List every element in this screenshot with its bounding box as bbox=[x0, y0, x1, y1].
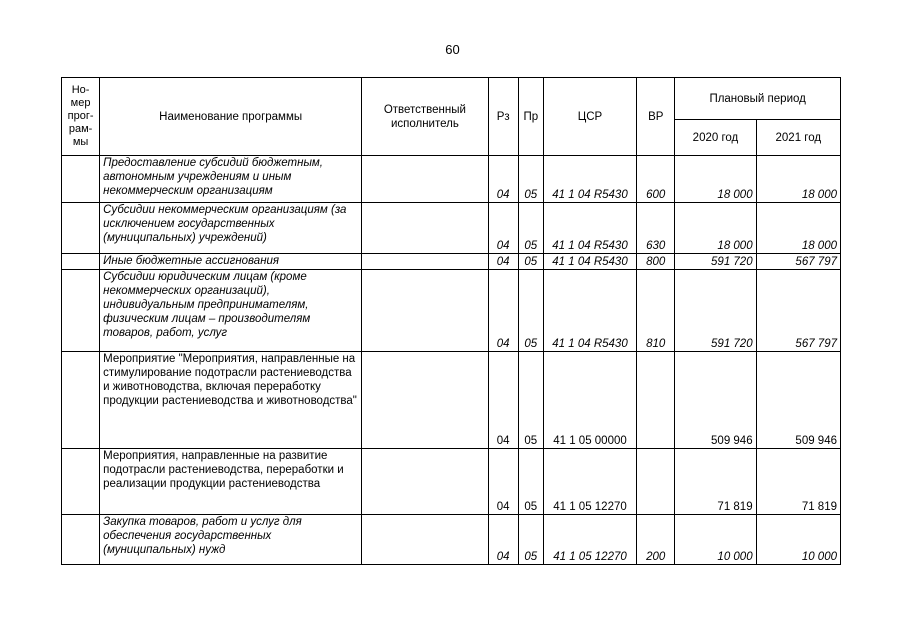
header-program-number: Но- мер прог- рам- мы bbox=[62, 78, 100, 156]
cell-amount-2021: 567 797 bbox=[756, 270, 840, 352]
cell-program-name: Предоставление субсидий бюджетным, автономным учреждениям и иным некоммерческим организациям bbox=[100, 156, 362, 203]
table-row bbox=[62, 352, 841, 449]
header-rz: Рз bbox=[488, 78, 518, 156]
cell-program-name: Закупка товаров, работ и услуг для обеспечения государственных (муниципальных) нужд bbox=[100, 515, 362, 565]
cell-amount-2020: 71 819 bbox=[675, 449, 756, 515]
cell-program-number bbox=[62, 352, 100, 449]
cell-program-number bbox=[62, 156, 100, 203]
cell-csr: 41 1 04 R5430 bbox=[543, 270, 636, 352]
cell-pr: 05 bbox=[518, 449, 543, 515]
cell-amount-2020: 591 720 bbox=[675, 270, 756, 352]
cell-amount-2021: 509 946 bbox=[756, 352, 840, 449]
cell-amount-2020: 10 000 bbox=[675, 515, 756, 565]
table-header bbox=[62, 78, 841, 156]
cell-pr: 05 bbox=[518, 203, 543, 254]
table-row bbox=[62, 270, 841, 352]
header-year-2021: 2021 год bbox=[756, 120, 840, 156]
cell-program-number bbox=[62, 270, 100, 352]
cell-vr: 810 bbox=[637, 270, 675, 352]
cell-amount-2021: 567 797 bbox=[756, 254, 840, 270]
cell-rz: 04 bbox=[488, 203, 518, 254]
cell-amount-2020: 18 000 bbox=[675, 203, 756, 254]
cell-vr bbox=[637, 449, 675, 515]
table-row bbox=[62, 449, 841, 515]
cell-vr: 630 bbox=[637, 203, 675, 254]
cell-csr: 41 1 05 12270 bbox=[543, 449, 636, 515]
cell-csr: 41 1 05 12270 bbox=[543, 515, 636, 565]
table-row bbox=[62, 515, 841, 565]
cell-program-number bbox=[62, 449, 100, 515]
cell-program-name: Субсидии некоммерческим организациям (за исключением государственных (муниципальных) учреждений) bbox=[100, 203, 362, 254]
header-executor: Ответственный исполнитель bbox=[362, 78, 488, 156]
cell-pr: 05 bbox=[518, 270, 543, 352]
cell-executor bbox=[362, 449, 488, 515]
cell-rz: 04 bbox=[488, 515, 518, 565]
cell-rz: 04 bbox=[488, 270, 518, 352]
cell-vr: 600 bbox=[637, 156, 675, 203]
header-planning-period: Плановый период bbox=[675, 78, 841, 120]
cell-csr: 41 1 04 R5430 bbox=[543, 156, 636, 203]
cell-csr: 41 1 04 R5430 bbox=[543, 254, 636, 270]
cell-amount-2021: 18 000 bbox=[756, 156, 840, 203]
cell-rz: 04 bbox=[488, 156, 518, 203]
header-year-2020: 2020 год bbox=[675, 120, 756, 156]
cell-amount-2021: 18 000 bbox=[756, 203, 840, 254]
cell-amount-2020: 591 720 bbox=[675, 254, 756, 270]
cell-pr: 05 bbox=[518, 156, 543, 203]
cell-amount-2020: 18 000 bbox=[675, 156, 756, 203]
page-number: 60 bbox=[445, 42, 460, 57]
cell-amount-2020: 509 946 bbox=[675, 352, 756, 449]
cell-program-number bbox=[62, 254, 100, 270]
cell-csr: 41 1 04 R5430 bbox=[543, 203, 636, 254]
table-body bbox=[62, 156, 841, 565]
cell-program-number bbox=[62, 203, 100, 254]
cell-program-name: Иные бюджетные ассигнования bbox=[100, 254, 362, 270]
header-pr: Пр bbox=[518, 78, 543, 156]
cell-amount-2021: 10 000 bbox=[756, 515, 840, 565]
table-row bbox=[62, 203, 841, 254]
table-row bbox=[62, 254, 841, 270]
cell-vr bbox=[637, 352, 675, 449]
cell-csr: 41 1 05 00000 bbox=[543, 352, 636, 449]
cell-executor bbox=[362, 270, 488, 352]
cell-executor bbox=[362, 203, 488, 254]
cell-amount-2021: 71 819 bbox=[756, 449, 840, 515]
cell-program-name: Субсидии юридическим лицам (кроме некоммерческих организаций), индивидуальным предпринимателям, физическим лицам – производителям товаров, работ, услуг bbox=[100, 270, 362, 352]
header-program-name: Наименование программы bbox=[100, 78, 362, 156]
table-row bbox=[62, 156, 841, 203]
header-csr: ЦСР bbox=[543, 78, 636, 156]
cell-program-name: Мероприятие "Мероприятия, направленные на стимулирование подотрасли растениеводства и животноводства, включая переработку продукции растениеводства и животноводства" bbox=[100, 352, 362, 449]
cell-rz: 04 bbox=[488, 449, 518, 515]
budget-table bbox=[61, 77, 841, 565]
cell-vr: 200 bbox=[637, 515, 675, 565]
cell-executor bbox=[362, 254, 488, 270]
cell-executor bbox=[362, 156, 488, 203]
cell-pr: 05 bbox=[518, 515, 543, 565]
cell-rz: 04 bbox=[488, 352, 518, 449]
header-vr: ВР bbox=[637, 78, 675, 156]
cell-pr: 05 bbox=[518, 352, 543, 449]
cell-executor bbox=[362, 515, 488, 565]
cell-rz: 04 bbox=[488, 254, 518, 270]
cell-program-name: Мероприятия, направленные на развитие подотрасли растениеводства, переработки и реализации продукции растениеводства bbox=[100, 449, 362, 515]
cell-vr: 800 bbox=[637, 254, 675, 270]
cell-program-number bbox=[62, 515, 100, 565]
cell-executor bbox=[362, 352, 488, 449]
cell-pr: 05 bbox=[518, 254, 543, 270]
